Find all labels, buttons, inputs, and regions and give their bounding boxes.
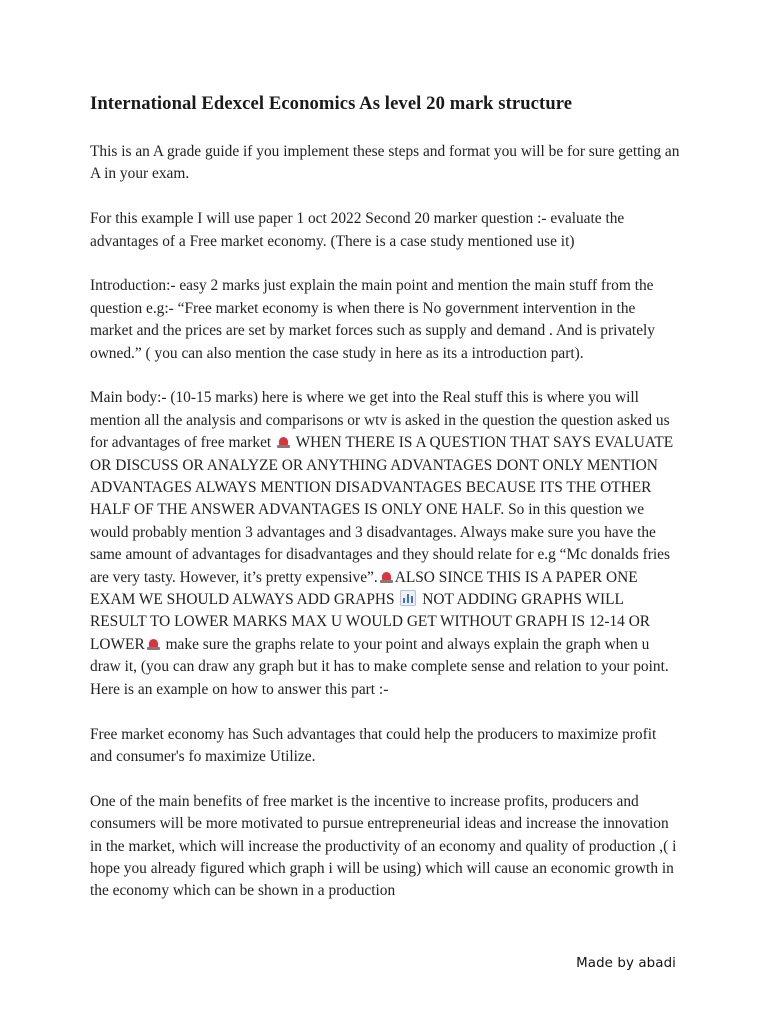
main-body-text-1: Main body:- (10-15 marks) here is where we get into the Real stuff this is where you will mention all the analysis and comparisons or wtv is asked in the question the question asked us for advantages of free market — [90, 389, 670, 452]
main-body-paragraph — [90, 387, 680, 701]
main-body-text-5: make sure the graphs relate to your point and always explain the graph when u draw it, (you can draw any graph but it has to make complete sense and relation to your point. Here is an example on how to answer this part :- — [90, 635, 669, 698]
intro-paragraph: This is an A grade guide if you implement these steps and format you will be for sure getting an A in your exam. — [90, 143, 680, 183]
document-body — [90, 91, 680, 925]
footer-credit: Made by abadi — [576, 956, 676, 971]
example-paragraph: For this example I will use paper 1 oct 2022 Second 20 marker question :- evaluate the advantages of a Free market economy. (There is a case study mentioned use it) — [90, 210, 625, 250]
police-car-light-icon — [277, 435, 290, 448]
police-car-light-icon — [380, 570, 393, 583]
introduction-paragraph: Introduction:- easy 2 marks just explain the main point and mention the main stuff from the question e.g:- “Free market economy is when there is No government intervention in the market and the prices are set by market forces such as supply and demand . And is privately owned.” ( you can also mention the case study in here as its a introduction part). — [90, 277, 656, 362]
document-title: International Edexcel Economics As level 20 mark structure — [90, 93, 573, 114]
free-market-paragraph: Free market economy has Such advantages that could help the producers to maximize profit and consumer's fo maximize Utilize. — [90, 725, 657, 765]
main-body-text-2: WHEN THERE IS A QUESTION THAT SAYS EVALUATE OR DISCUSS OR ANALYZE OR ANYTHING ADVANTAGES DONT ONLY MENTION ADVANTAGES ALWAYS MENTION DISADVANTAGES BECAUSE ITS THE OTHER HALF OF THE ANSWER ADVANTAGES IS ONLY ONE HALF. So in this question we would probably mention 3 advantages and 3 disadvantages. Always make sure you have the same amount of advantages for disadvantages and they should relate for e.g “Mc donalds fries are very tasty. However, it’s pretty expensive”. — [90, 434, 674, 586]
bar-chart-icon — [400, 590, 416, 606]
benefits-paragraph: One of the main benefits of free market is the incentive to increase profits, producers and consumers will be more motivated to pursue entrepreneurial ideas and increase the innovation in the market, which will increase the productivity of an economy and quality of production ,( i hope you already figured which graph i will be using) which will cause an economic growth in the economy which can be shown in a production — [90, 792, 677, 900]
police-car-light-icon — [147, 637, 160, 650]
main-body-text-3: ALSO SINCE THIS IS A PAPER ONE EXAM WE SHOULD ALWAYS ADD GRAPHS — [90, 568, 638, 609]
main-body-text-4: NOT ADDING GRAPHS WILL RESULT TO LOWER MARKS MAX U WOULD GET WITHOUT GRAPH IS 12-14 OR LOWER — [90, 591, 651, 653]
